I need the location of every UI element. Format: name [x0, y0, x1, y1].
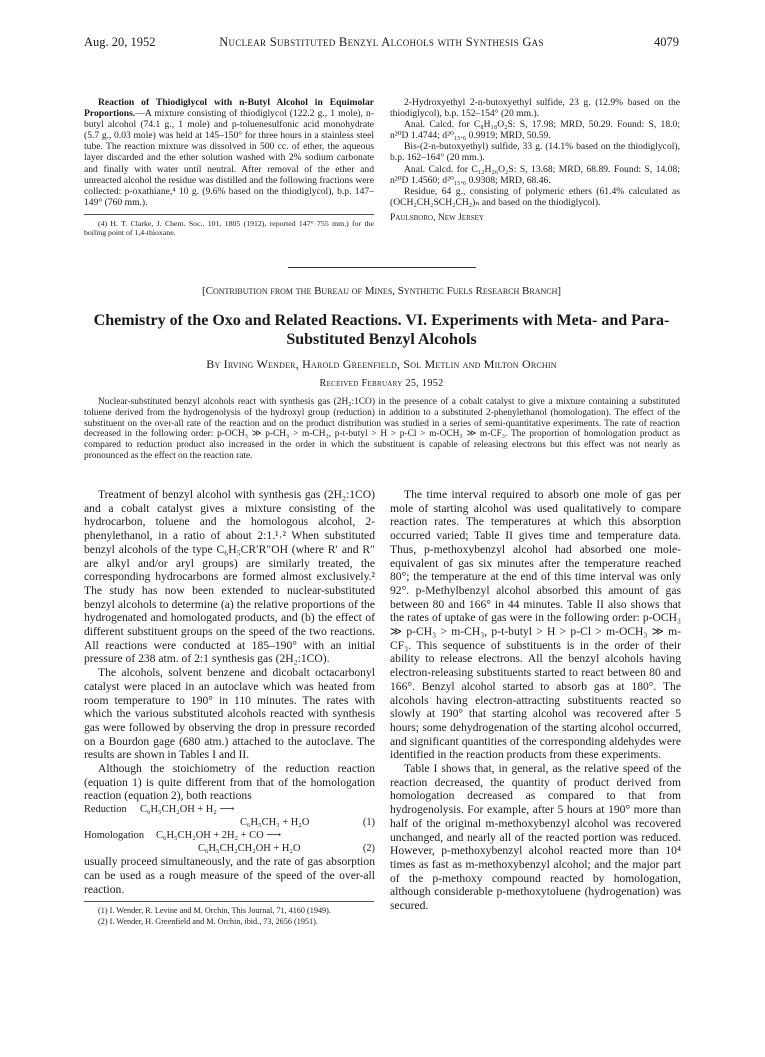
- residue-paragraph: Residue, 64 g., consisting of polymeric ethers (61.4% calculated as (OCH₂CH₂SCH₂CH₂)ₙ and based on the thiodiglycol).: [390, 185, 680, 208]
- body-paragraph: Treatment of benzyl alcohol with synthesis gas (2H₂:1CO) and a cobalt catalyst gives a mixture consisting of the hydrocarbon, toluene and the homologous alcohol, 2-phenylethanol, in a ratio of about 2:1.¹˒² When substituted benzyl alcohols of the type C₆H₅CR′R″OH (where R′ and R″ are alkyl and/or aryl groups) are similarly treated, the corresponding hydrocarbons are formed almost exclusively.² The study has now been extended to nuclear-substituted benzyl alcohols to determine (a) the relative proportions of the hydrogenated and homologated products, and (b) the effect of different substituent groups on the speed of the two reactions. All reactions were conducted at 185–190° with an initial pressure of 238 atm. of 2:1 synthesis gas (2H₂:1CO).: [84, 488, 375, 666]
- footnote-1: (1) I. Wender, R. Levine and M. Orchin, This Journal, 71, 4160 (1949).: [98, 906, 331, 916]
- title-line-1: Chemistry of the Oxo and Related Reactions. VI. Experiments with Meta- and Para-: [93, 312, 670, 329]
- analysis-paragraph-1: Anal. Calcd. for C₈H₁₈O₂S: S, 17.98; MRD, 50.29. Found: S, 18.0; n²⁰D 1.4744; d²⁰₁₅.₆ 0.9919; MRD, 50.59.: [390, 119, 680, 142]
- equation-2-number: (2): [362, 843, 375, 855]
- header-date: Aug. 20, 1952: [84, 35, 156, 49]
- equation-1-number: (1): [362, 817, 375, 829]
- body-paragraph: usually proceed simultaneously, and the rate of gas absorption can be used as a rough measure of the speed of the over-all reaction.: [84, 855, 375, 896]
- equation-2-rhs: C₆H₅CH₂CH₂OH + H₂O: [198, 843, 301, 855]
- run-in-heading: Reaction of Thiodiglycol with n-Butyl Alcohol in Equimolar Proportions.: [84, 97, 374, 120]
- body-paragraph: Although the stoichiometry of the reduction reaction (equation 1) is quite different from that of the homologation reaction (equation 2), both reactions: [84, 762, 375, 803]
- equation-1-lhs: C₆H₅CH₂OH + H₂ ⟶: [140, 804, 235, 816]
- footnote-2: (2) I. Wender, H. Greenfield and M. Orchin, ibid., 73, 2656 (1951).: [98, 916, 318, 926]
- fraction-paragraph-1: 2-Hydroxyethyl 2-n-butoxyethyl sulfide, 23 g. (12.9% based on the thiodiglycol), b.p. 152–154° (20 mm.).: [390, 97, 680, 120]
- footnote-divider: [84, 214, 374, 215]
- article-title: [84, 311, 679, 349]
- author-line: By Irving Wender, Harold Greenfield, Sol Metlin and Milton Orchin: [206, 357, 557, 371]
- equation-2-lhs: C₆H₅CH₂OH + 2H₂ + CO ⟶: [156, 830, 282, 842]
- contribution-line: [Contribution from the Bureau of Mines, Synthetic Fuels Research Branch]: [201, 285, 562, 297]
- location-line: Paulsboro, New Jersey: [390, 211, 484, 223]
- title-line-2: Substituted Benzyl Alcohols: [286, 331, 477, 348]
- body-paragraph: The time interval required to absorb one mole of gas per mole of starting alcohol was used qualitatively to compare reaction rates. The temperatures at which this absorption occurred varied; Table II gives time and temperature data. Thus, p-methoxybenzyl alcohol had absorbed one mole-equivalent of gas six minutes after the temperature reached 80°; the temperature at the end of this time interval was only 92°. p-Methylbenzyl alcohol absorbed this amount of gas between 80 and 166° in 44 minutes. Table II also shows that the rates of uptake of gas were in the following order: p-OCH₃ ≫ p-CH₃ > m-CH₃, p-t-butyl > H > p-Cl > m-OCH₃ ≫ m-CF₃. This sequence of substituents is in the order of their ability to release electrons. All the benzyl alcohols having electron-releasing substituents started to react between 80 and 166°. Benzyl alcohol started to absorb gas at 180°. The alcohols having electron-attracting substituents reacted so slowly at 190° that starting alcohol was recovered after 5 hours; some dehydrogenation of the starting alcohol occurred, and significant quantities of the corresponding aldehydes were identified in the reaction products from these experiments.: [390, 488, 681, 762]
- equation-1-label: Reduction: [84, 804, 127, 816]
- body-paragraph: The alcohols, solvent benzene and dicobalt octacarbonyl catalyst were placed in an autoclave which was heated from room temperature to 190° in 110 minutes. The rates with which the various substituted alcohols reacted with synthesis gas were followed by observing the drop in pressure recorded on a Bourdon gage (680 atm.) attached to the autoclave. The results are shown in Tables I and II.: [84, 666, 375, 762]
- abstract: Nuclear-substituted benzyl alcohols react with synthesis gas (2H₂:1CO) in the presence of a cobalt catalyst to give a mixture containing a substituted toluene derived from the hydrogenolysis of the hydroxyl group (reduction) in addition to a substituted 2-phenylethanol (homologation). The effect of the substituent on the over-all rate of the reaction and on the product distribution was studied in a series of semi-quantitative experiments. The rate of reaction decreased in the following order: p-OCH₃ ≫ p-CH₃ > m-CH₃, p-t-butyl > H > p-Cl > m-OCH₃ ≫ m-CF₃. The proportion of homologation product as compared to reduction product also increased in the order in which the substituent is capable of releasing electrons but this effect was not nearly as pronounced as the effect on the reaction rate.: [84, 397, 680, 461]
- fraction-paragraph-2: Bis-(2-n-butoxyethyl) sulfide, 33 g. (14.1% based on the thiodiglycol), b.p. 162–164° (20 mm.).: [390, 141, 680, 164]
- equation-2-label: Homologation: [84, 830, 145, 842]
- equation-2: [84, 829, 375, 855]
- received-date: Received February 25, 1952: [319, 378, 444, 389]
- footnote-4: (4) H. T. Clarke, J. Chem. Soc., 101, 1805 (1912), reported 147° 755 mm.) for the boiling point of 1,4-thioxane.: [84, 218, 374, 238]
- header-page-number: 4079: [654, 35, 679, 49]
- experimental-paragraph: —A mixture consisting of thiodiglycol (122.2 g., 1 mole), n-butyl alcohol (74.1 g., 1 mole) and p-toluenesulfonic acid monohydrate (5.7 g., 0.03 mole) was held at 145–150° for three hours in a stainless steel tube. The reaction mixture was dissolved in 500 cc. of ether, the aqueous layer discarded and the ether solution washed with 2% sodium carbonate and finally with water until neutral. After removal of the ether and unreacted alcohol the residue was distilled and the following fractions were collected: p-oxathiane,⁴ 10 g. (9.6% based on the thiodiglycol), b.p. 147–149° (760 mm.).: [84, 108, 374, 208]
- article-separator-rule: [288, 267, 476, 268]
- equation-1-rhs: C₆H₅CH₃ + H₂O: [240, 817, 310, 829]
- body-right-column: [390, 488, 681, 913]
- footnote-divider: [84, 901, 374, 902]
- previous-article-right-column: [390, 97, 680, 223]
- analysis-paragraph-2: Anal. Calcd. for C₁₂H₂₆O₂S: S, 13.68; MRD, 68.89. Found: S, 14.08; n²⁰D 1.4560; d²⁰₁₅.₆ 0.9308; MRD, 68.46.: [390, 163, 680, 186]
- body-paragraph: Table I shows that, in general, as the relative speed of the reaction decreased, the quantity of product derived from homologation decreased as compared to that from hydrogenolysis. For example, after 5 hours at 190° more than half of the original m-methoxybenzyl alcohol was recovered unchanged, and nearly all of the reacted portion was reduced. However, p-methoxybenzyl alcohol reacted more than 10⁴ times as fast as m-methoxybenzyl alcohol; and the major part of the p-methoxy compound reacted by homologation, although considerable p-methoxytoluene (hydrogenation) was secured.: [390, 762, 681, 913]
- running-header: [84, 35, 679, 53]
- header-running-title: Nuclear Substituted Benzyl Alcohols with Synthesis Gas: [219, 35, 544, 49]
- body-left-column: [84, 488, 375, 927]
- previous-article-left-column: [84, 97, 374, 238]
- equation-1: [84, 803, 375, 829]
